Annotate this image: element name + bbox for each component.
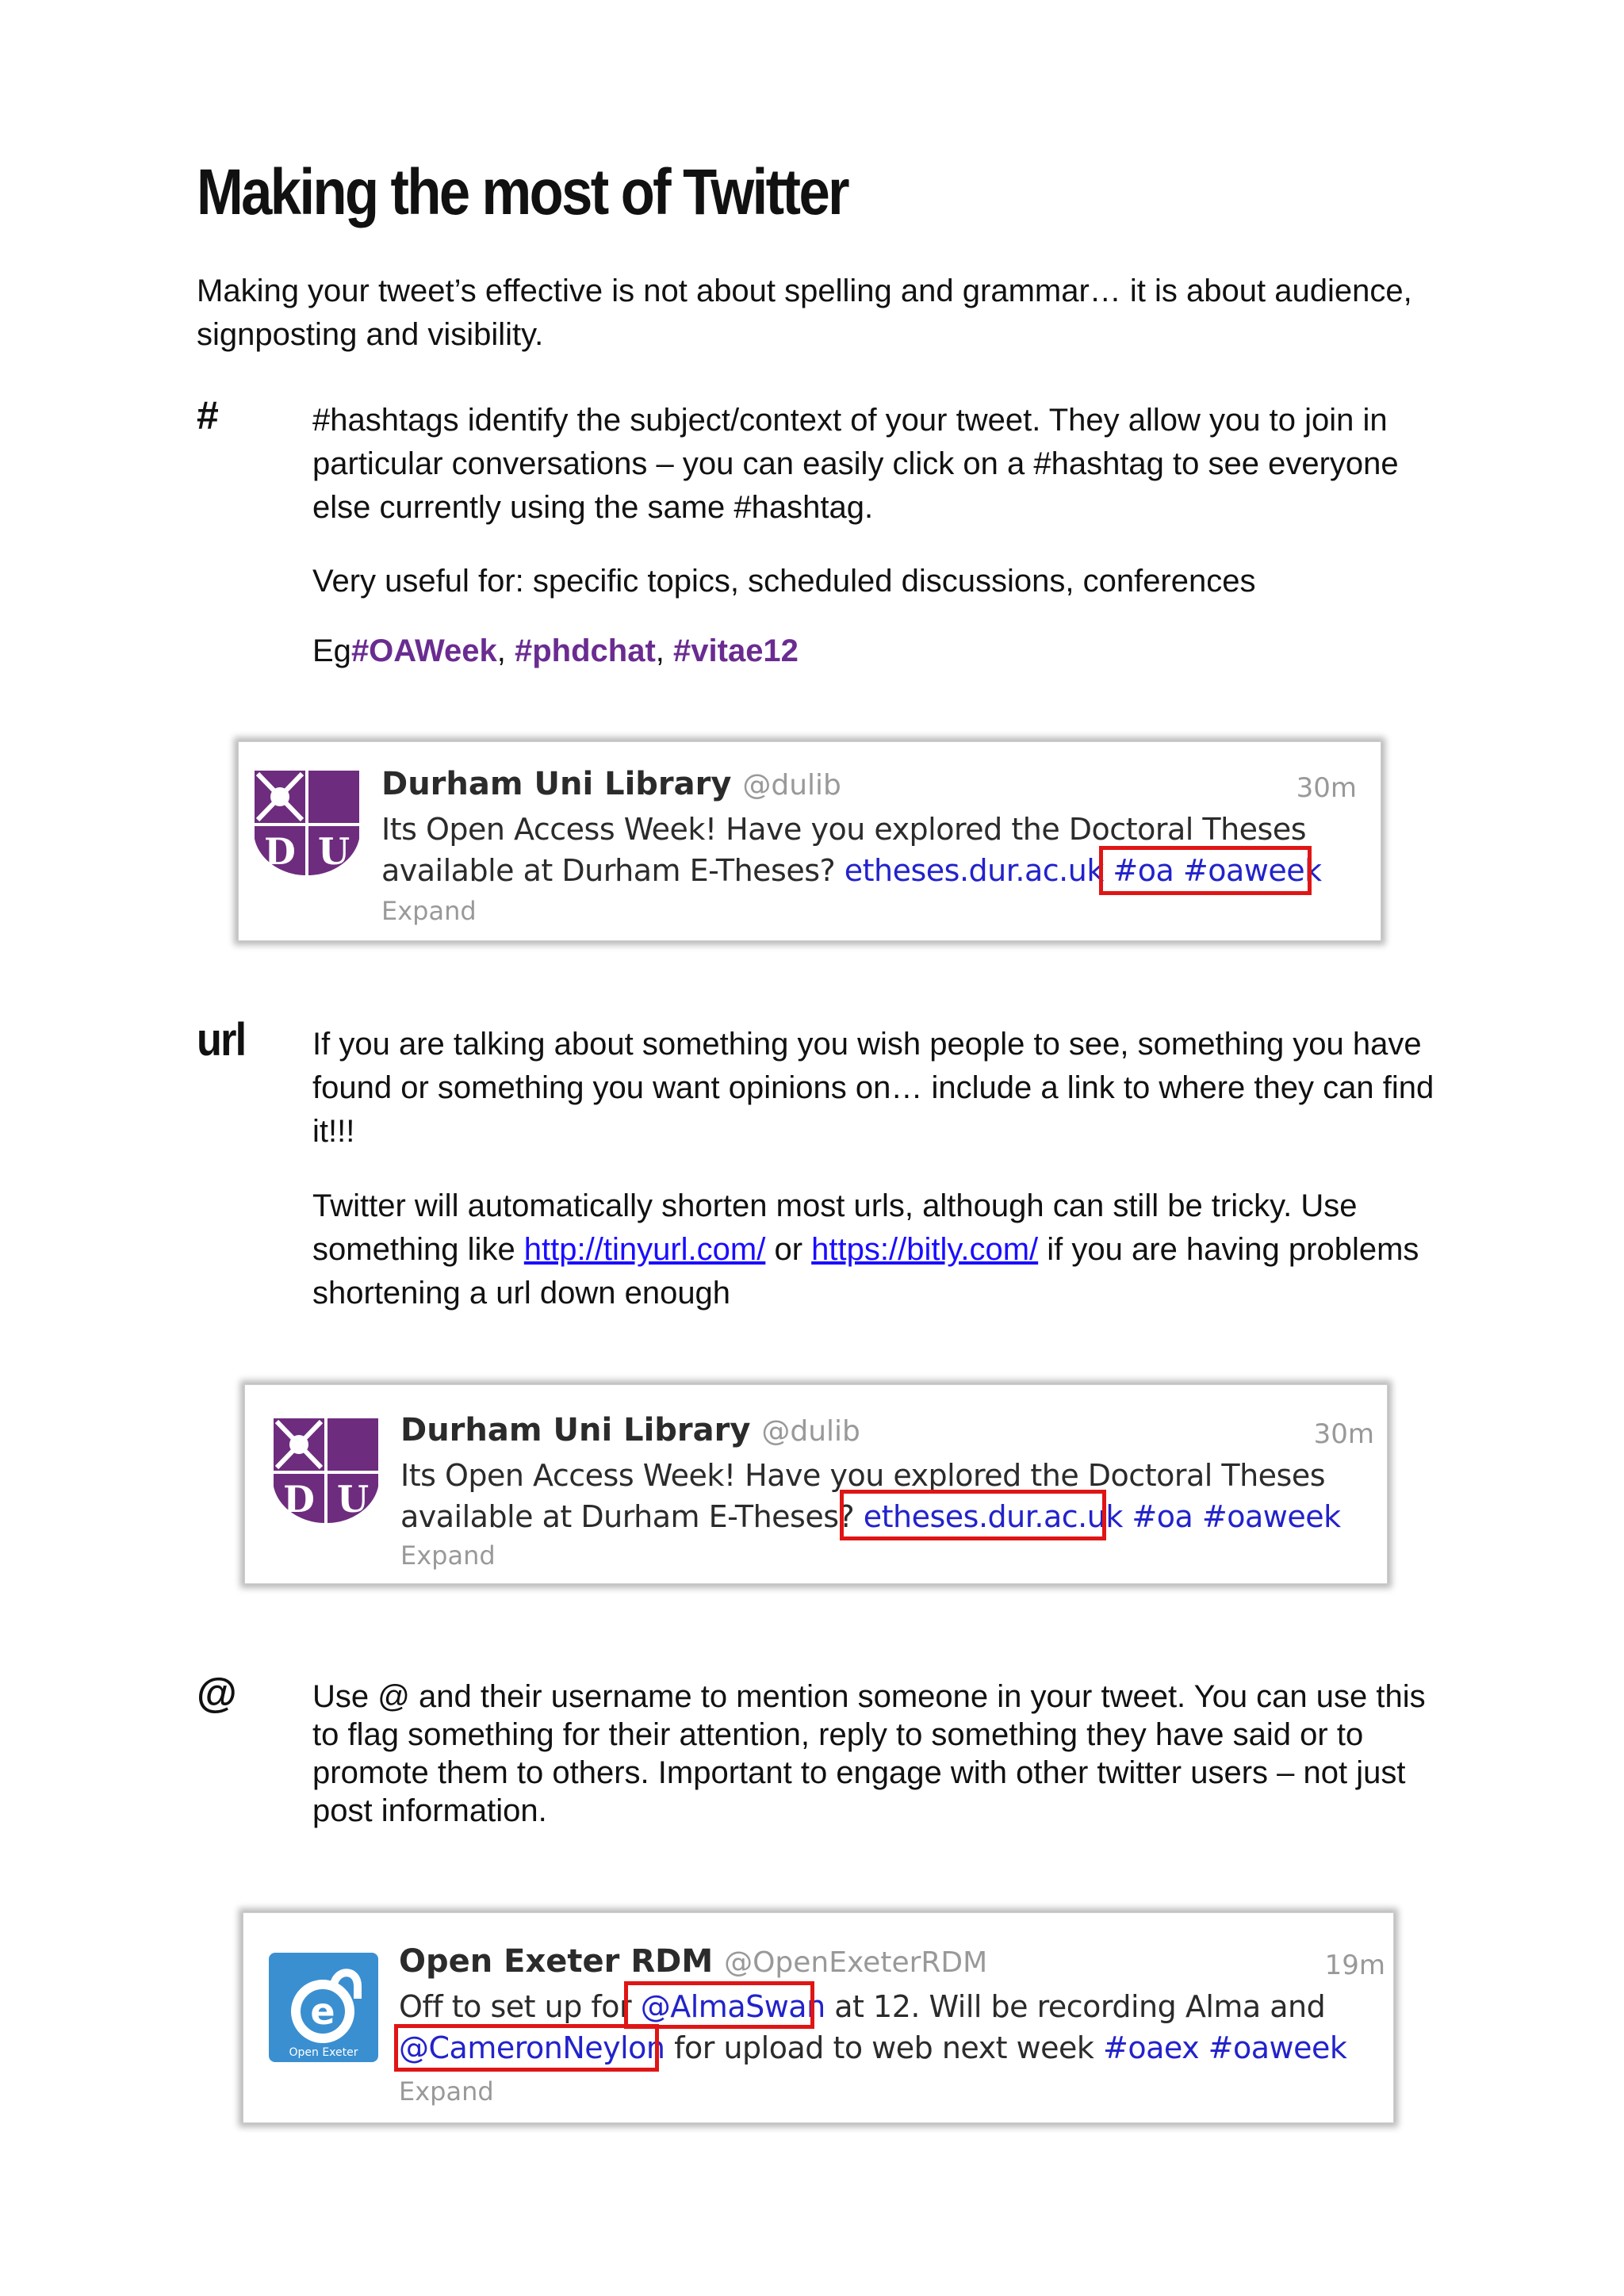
tweet-time: 19m (1324, 1950, 1385, 1981)
hashtag-oaweek[interactable]: #OAWeek (350, 633, 497, 668)
svg-text:D: D (264, 830, 296, 873)
hashtag-vitae12[interactable]: #vitae12 (673, 633, 799, 668)
tweet-author-name[interactable]: Durham Uni Library (381, 766, 732, 802)
tweet-card-hashtag-example (238, 741, 1381, 941)
tweet-link[interactable]: etheses.dur.ac.uk (863, 1499, 1123, 1534)
mention-almaswan[interactable]: @AlmaSwan (640, 1989, 825, 2024)
separator: , (496, 633, 515, 668)
highlight-box-mention2 (394, 2024, 659, 2072)
tweet-author-name[interactable]: Open Exeter RDM (399, 1943, 714, 1980)
hashtag-symbol: # (197, 393, 219, 438)
page-title: Making the most of Twitter (197, 156, 848, 228)
tweet-text-part: available at Durham E-Theses? (400, 1499, 864, 1534)
hashtag-use-paragraph: Very useful for: specific topics, scheduled discussions, conferences (312, 564, 1256, 599)
hashtag-paragraph: #hashtags identify the subject/context of your tweet. They allow you to join in particular conversations – you can easily click on a #hashtag to see everyone else currently using the same #hashtag. (312, 403, 1399, 525)
tweet-author[interactable] (400, 1412, 860, 1448)
tweet-text-part: for upload to web next week (665, 2030, 1104, 2065)
tweet-card-mention-example (243, 1912, 1394, 2123)
tweet-text-part: at 12. Will be recording Alma and (825, 1989, 1326, 2024)
url-text-part: or (765, 1232, 812, 1267)
tweet-expand-link[interactable]: Expand (381, 896, 477, 926)
tinyurl-link[interactable]: http://tinyurl.com/ (523, 1232, 766, 1267)
tweet-author-handle[interactable]: @dulib (761, 1415, 860, 1448)
open-exeter-logo-icon (269, 1953, 378, 2062)
hashtag-example (312, 629, 1438, 673)
url-text-part: if you are having problems shortening a url down enough (312, 1232, 1419, 1311)
tweet-hashtags[interactable]: #oaex #oaweek (1103, 2030, 1347, 2065)
durham-logo-icon (270, 1415, 381, 1526)
mention-paragraph: Use @ and their username to mention someone in your tweet. You can use this to flag something for their attention, reply to something they have said or to promote them to others. Important to engage with other twitter users – not just post information. (312, 1679, 1426, 1828)
separator: , (655, 633, 674, 668)
tweet-line (399, 1986, 1346, 2027)
svg-text:D: D (283, 1478, 315, 1521)
url-paragraph: If you are talking about something you wish people to see, something you have found or something you want opinions on… include a link to where they can find it!!! (312, 1027, 1434, 1149)
mention-cameronneylon[interactable]: @CameronNeylon (399, 2030, 665, 2065)
svg-text:e: e (310, 1990, 335, 2033)
tweet-author[interactable] (381, 766, 841, 802)
tweet-expand-link[interactable]: Expand (399, 2076, 494, 2107)
tweet-line: Its Open Access Week! Have you explored the Doctoral Theses (381, 812, 1307, 847)
tweet-author-handle[interactable]: @OpenExeterRDM (724, 1946, 988, 1979)
tweet-link[interactable]: etheses.dur.ac.uk (844, 853, 1104, 888)
example-prefix: Eg (312, 633, 351, 668)
svg-text:U: U (317, 830, 350, 873)
tweet-card-url-example (244, 1384, 1388, 1584)
durham-logo-icon (251, 767, 362, 878)
url-symbol: url (197, 1014, 246, 1066)
tweet-author-handle[interactable]: @dulib (742, 769, 841, 802)
hashtag-phdchat[interactable]: #phdchat (514, 633, 656, 668)
tweet-hashtags[interactable]: #oa #oaweek (1122, 1499, 1341, 1534)
mention-symbol: @ (197, 1670, 237, 1716)
highlight-box-hashtags (1099, 846, 1312, 895)
tweet-text-part: Off to set up for (399, 1989, 641, 2024)
tweet-time: 30m (1296, 772, 1357, 804)
highlight-box-mention1 (624, 1981, 814, 2029)
intro-paragraph: Making your tweet’s effective is not about spelling and grammar… it is about audience, signposting and visibility. (197, 274, 1412, 352)
svg-text:U: U (336, 1478, 370, 1521)
tweet-author[interactable] (399, 1943, 987, 1980)
url-shorten-paragraph (312, 1184, 1438, 1315)
tweet-hashtags[interactable]: #oa #oaweek (1103, 853, 1322, 888)
tweet-line: Its Open Access Week! Have you explored the Doctoral Theses (400, 1458, 1326, 1493)
tweet-time: 30m (1313, 1418, 1374, 1450)
tweet-author-name[interactable]: Durham Uni Library (400, 1412, 751, 1448)
url-text-part: Twitter will automatically shorten most urls, although can still be tricky. Use something like (312, 1188, 1358, 1267)
bitly-link[interactable]: https://bitly.com/ (811, 1232, 1039, 1267)
avatar-label: Open Exeter (289, 2046, 358, 2059)
tweet-text-part: available at Durham E-Theses? (381, 853, 845, 888)
highlight-box-link (840, 1490, 1106, 1540)
tweet-expand-link[interactable]: Expand (400, 1540, 496, 1571)
